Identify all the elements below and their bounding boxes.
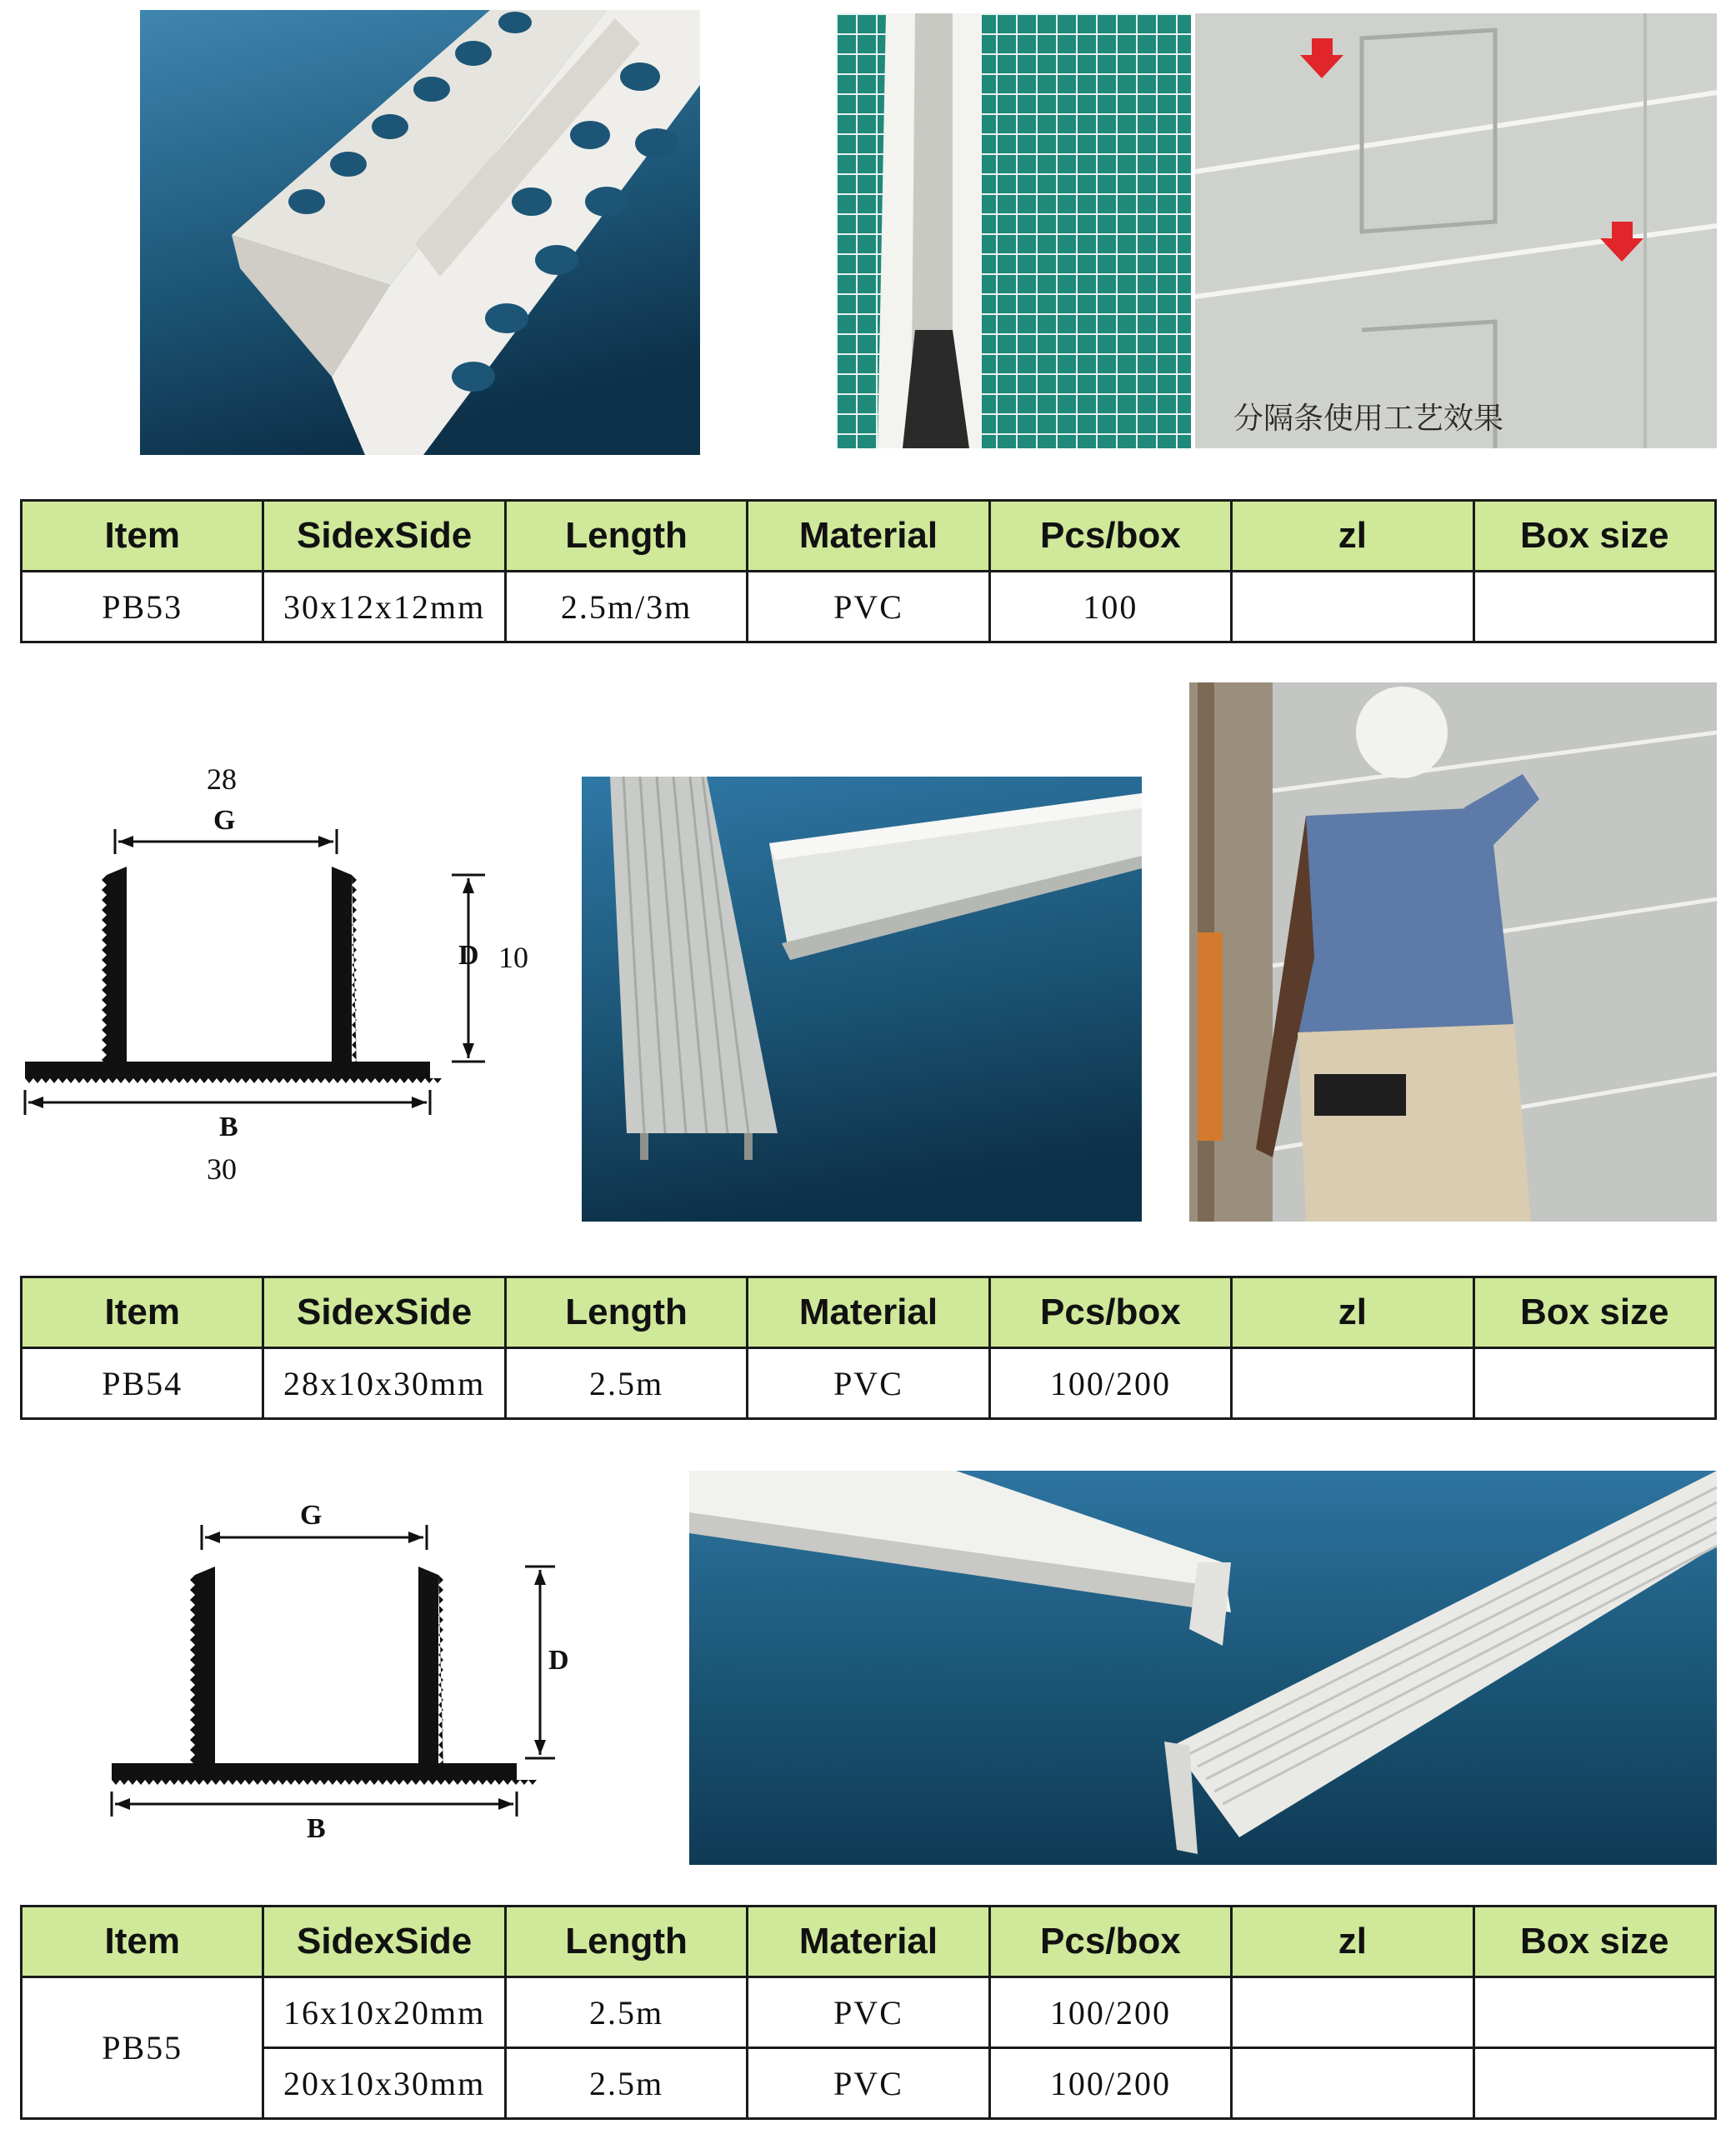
pb55-g-label: G [300, 1500, 323, 1531]
table-row [22, 572, 1716, 642]
header-pcs-box: Pcs/box [989, 501, 1231, 572]
header-pcs-box: Pcs/box [989, 1277, 1231, 1348]
cell-side: 20x10x30mm [263, 2048, 505, 2119]
photo-wall-grooves [1195, 13, 1717, 448]
photo-pb54-profile [582, 777, 1142, 1222]
table-header-row [22, 501, 1716, 572]
cell-zl [1232, 2048, 1473, 2119]
header-sidexside: SidexSide [263, 1907, 505, 1977]
header-zl: zl [1232, 1277, 1473, 1348]
cell-side: 28x10x30mm [263, 1348, 505, 1419]
cell-material: PVC [748, 1348, 989, 1419]
cell-length: 2.5m [505, 2048, 747, 2119]
cell-box [1473, 1348, 1715, 1419]
cell-zl [1232, 572, 1473, 642]
photo-pb53-profile [140, 10, 700, 455]
cell-material: PVC [748, 2048, 989, 2119]
cell-length: 2.5m [505, 1348, 747, 1419]
photo-worker-wall [1189, 682, 1717, 1222]
pb54-b-label: B [219, 1112, 238, 1142]
photo-mesh-install [836, 13, 1191, 448]
table-header-row [22, 1907, 1716, 1977]
cell-pcs: 100/200 [989, 2048, 1231, 2119]
diagram-pb55 [100, 1492, 600, 1850]
pb54-d-label: D [458, 940, 479, 971]
pb54-g-value: 28 [207, 762, 237, 796]
header-material: Material [748, 1907, 989, 1977]
header-box-size: Box size [1473, 1907, 1715, 1977]
cell-side: 16x10x20mm [263, 1977, 505, 2048]
cell-item: PB53 [22, 572, 263, 642]
pb55-d-label: D [548, 1645, 569, 1676]
cell-length: 2.5m/3m [505, 572, 747, 642]
header-box-size: Box size [1473, 1277, 1715, 1348]
pb54-d-value: 10 [498, 941, 528, 974]
table-row [22, 1348, 1716, 1419]
table-header-row [22, 1277, 1716, 1348]
cell-box [1473, 572, 1715, 642]
cell-side: 30x12x12mm [263, 572, 505, 642]
cell-pcs: 100 [989, 572, 1231, 642]
cell-item: PB54 [22, 1348, 263, 1419]
header-sidexside: SidexSide [263, 1277, 505, 1348]
spec-table-pb53 [20, 499, 1717, 643]
header-length: Length [505, 1277, 747, 1348]
header-pcs-box: Pcs/box [989, 1907, 1231, 1977]
table-row [22, 1977, 1716, 2048]
header-material: Material [748, 1277, 989, 1348]
photo-pb55-profiles [689, 1471, 1717, 1865]
cell-length: 2.5m [505, 1977, 747, 2048]
table-row [22, 2048, 1716, 2119]
pb54-b-value: 30 [207, 1152, 237, 1186]
spec-table-pb55 [20, 1905, 1717, 2120]
cell-pcs: 100/200 [989, 1977, 1231, 2048]
diagram-pb54 [17, 750, 550, 1186]
header-zl: zl [1232, 1907, 1473, 1977]
header-item: Item [22, 1907, 263, 1977]
header-material: Material [748, 501, 989, 572]
header-item: Item [22, 1277, 263, 1348]
header-item: Item [22, 501, 263, 572]
header-length: Length [505, 1907, 747, 1977]
cell-material: PVC [748, 1977, 989, 2048]
spec-table-pb54 [20, 1276, 1717, 1420]
cell-box [1473, 2048, 1715, 2119]
cell-zl [1232, 1977, 1473, 2048]
header-sidexside: SidexSide [263, 501, 505, 572]
cell-item: PB55 [22, 1977, 263, 2119]
cell-material: PVC [748, 572, 989, 642]
photo-caption: 分隔条使用工艺效果 [1233, 402, 1504, 436]
cell-box [1473, 1977, 1715, 2048]
header-box-size: Box size [1473, 501, 1715, 572]
pb55-b-label: B [307, 1813, 326, 1844]
pb54-g-label: G [213, 805, 236, 836]
cell-zl [1232, 1348, 1473, 1419]
cell-pcs: 100/200 [989, 1348, 1231, 1419]
header-length: Length [505, 501, 747, 572]
header-zl: zl [1232, 501, 1473, 572]
